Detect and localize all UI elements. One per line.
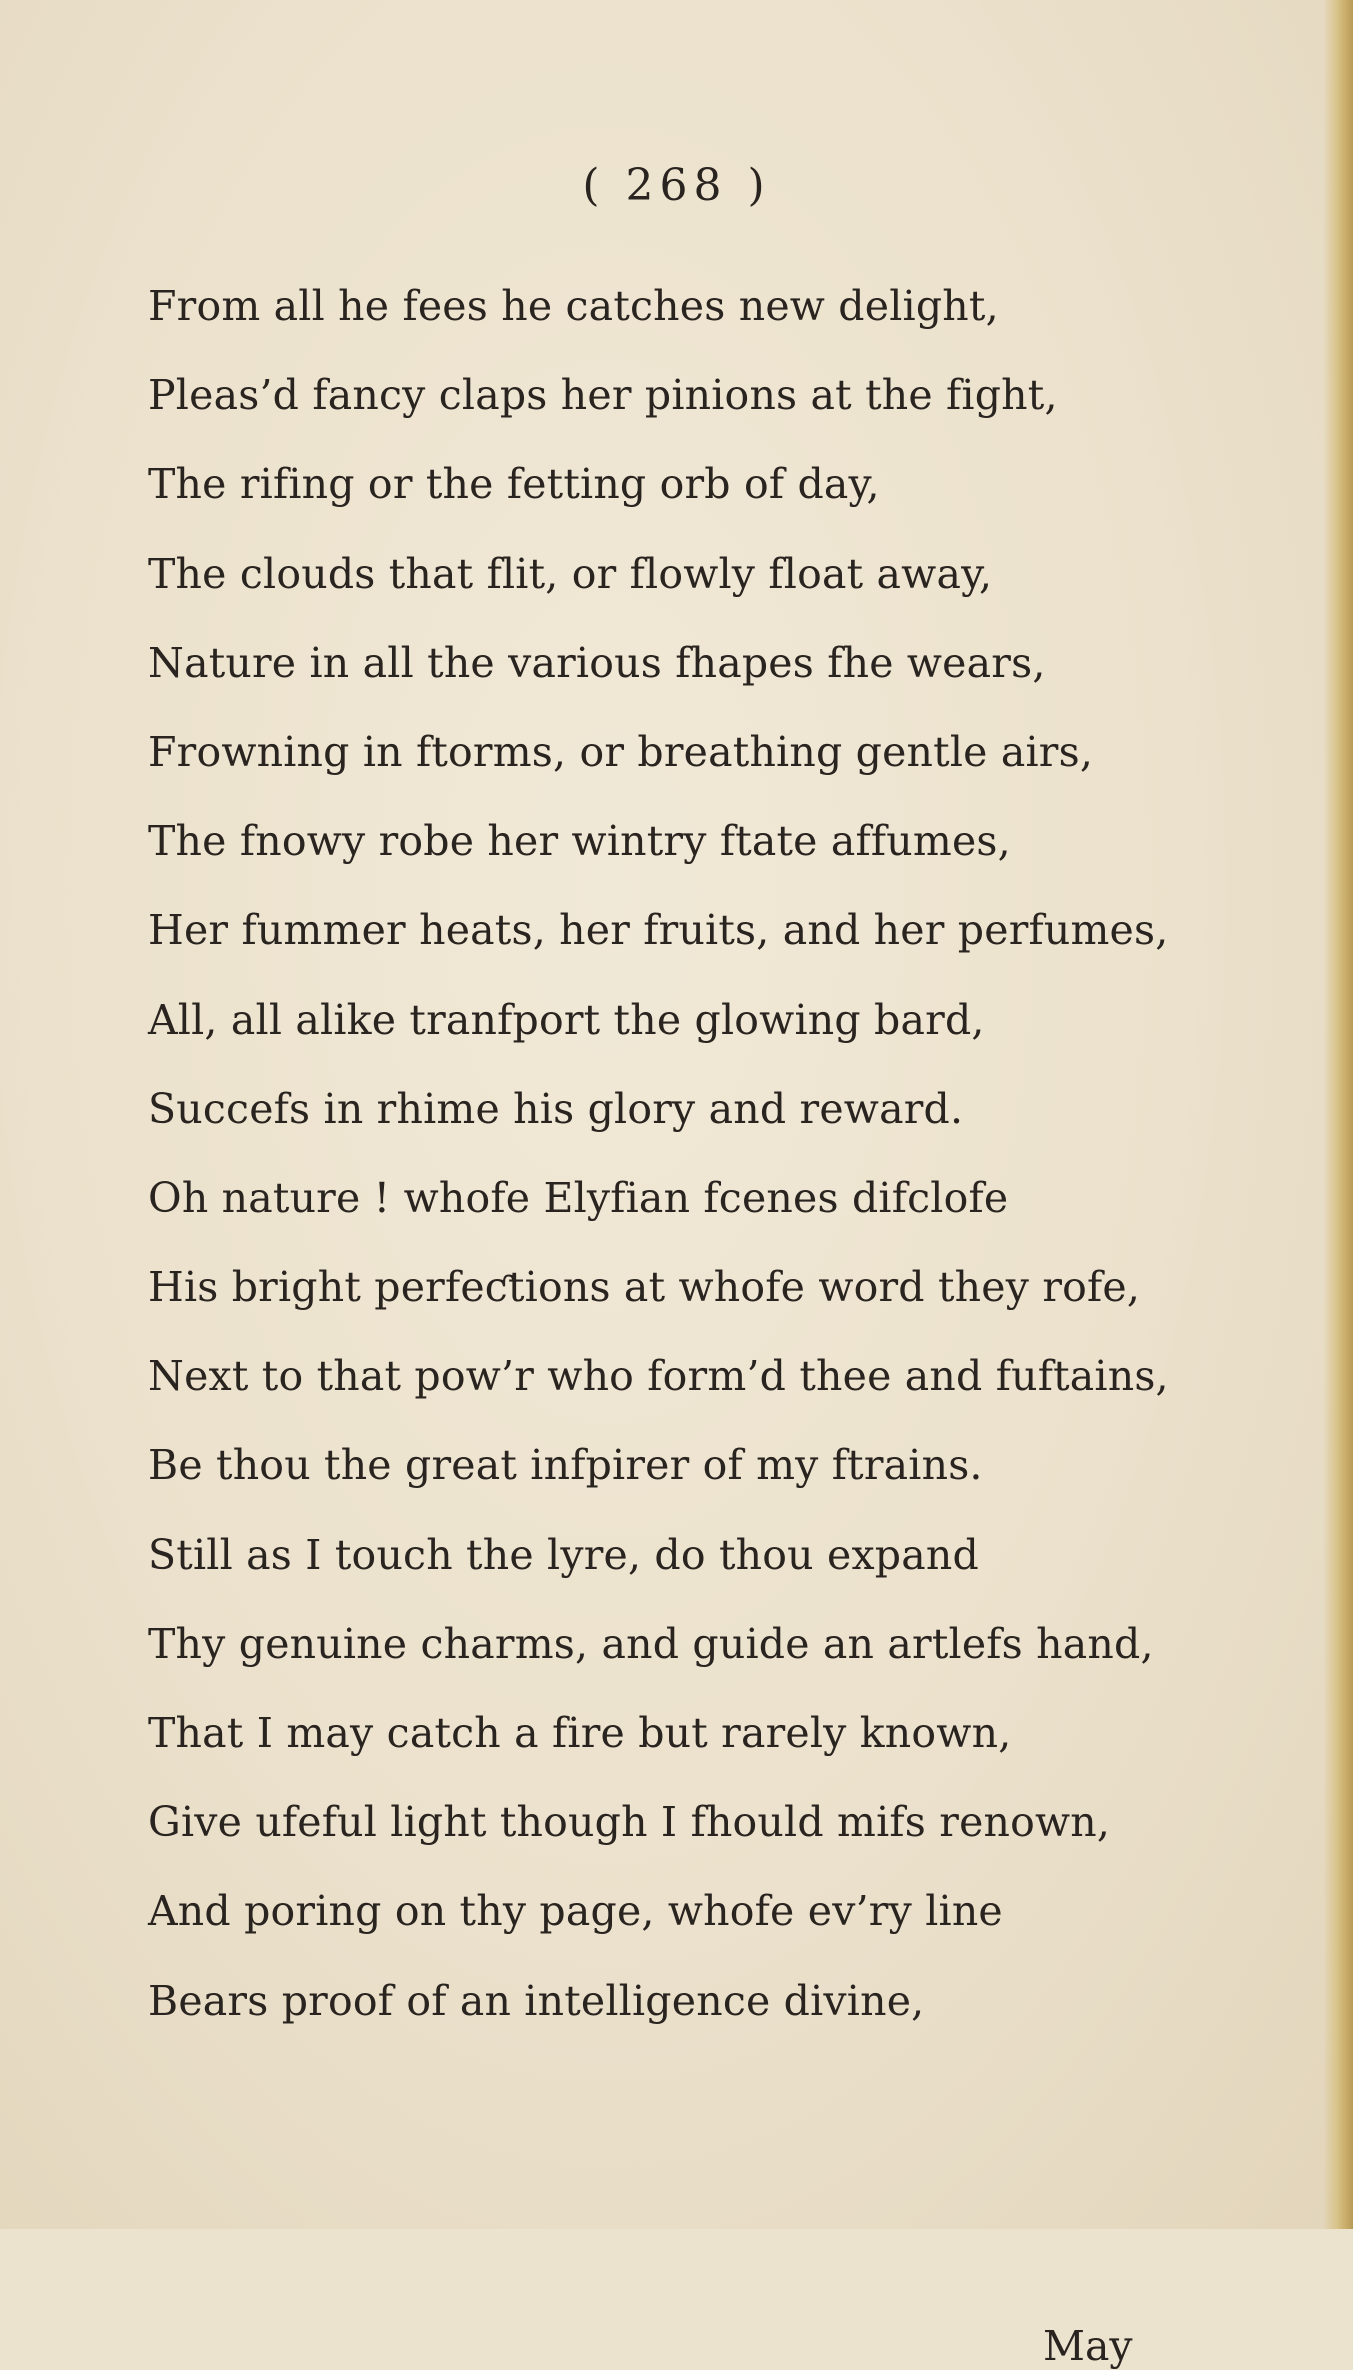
poem-line: Thy genuine charms, and guide an artlefs hand,	[148, 1619, 1154, 1668]
poem-line: Succefs in rhime his glory and reward.	[148, 1084, 964, 1133]
poem-line: Be thou the great infpirer of my ftrains.	[148, 1441, 983, 1490]
catchword: May	[1043, 2322, 1133, 2370]
page-number: ( 268 )	[582, 160, 771, 211]
poem-line: The fnowy robe her wintry ftate affumes,	[148, 817, 1011, 866]
poem-line: Next to that pow’r who form’d thee and fuftains,	[148, 1352, 1169, 1401]
poem-text	[148, 262, 1208, 2046]
poem-line: The rifing or the fetting orb of day,	[148, 460, 880, 509]
poem-line: Frowning in ftorms, or breathing gentle airs,	[148, 727, 1094, 776]
poem-line: Her fummer heats, her fruits, and her perfumes,	[148, 906, 1169, 955]
poem-line: Pleas’d fancy claps her pinions at the fight,	[148, 371, 1058, 420]
poem-line: Bears proof of an intelligence divine,	[148, 1976, 925, 2025]
poem-line: That I may catch a fire but rarely known,	[148, 1709, 1012, 1757]
poem-line: All, all alike tranfport the glowing bard,	[148, 995, 985, 1044]
page-edge	[1323, 0, 1353, 2229]
poem-line: And poring on thy page, whofe ev’ry line	[148, 1887, 1003, 1936]
poem-line: Give ufeful light though I fhould mifs renown,	[148, 1798, 1111, 1847]
poem-line: Oh nature ! whofe Elyfian fcenes difclofe	[148, 1173, 1009, 1222]
poem-line: The clouds that flit, or flowly float away,	[148, 549, 993, 598]
poem-line: His bright perfeƈtions at whofe word they rofe,	[148, 1263, 1141, 1312]
poem-line: Still as I touch the lyre, do thou expand	[148, 1530, 979, 1579]
poem-line: From all he fees he catches new delight,	[148, 282, 999, 330]
poem-line: Nature in all the various fhapes fhe wears,	[148, 638, 1046, 687]
